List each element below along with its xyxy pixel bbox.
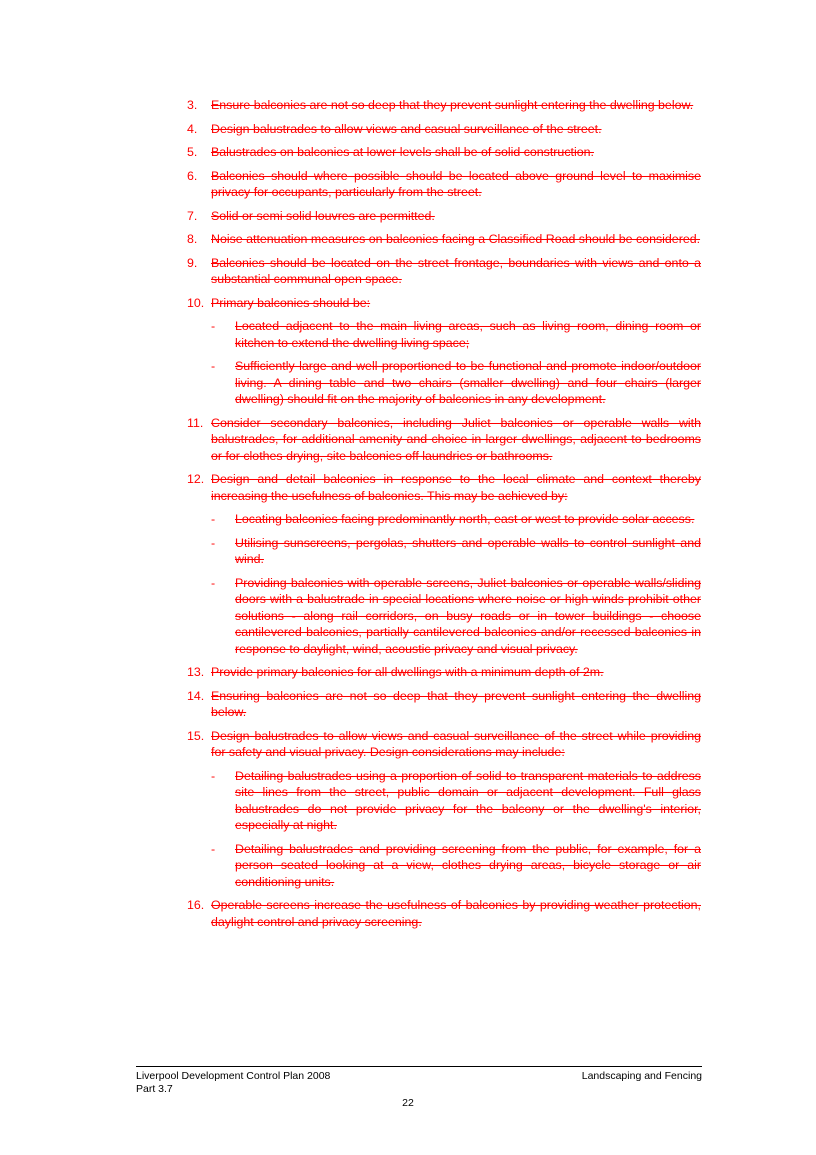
list-item xyxy=(187,144,701,161)
bullet-dash: - xyxy=(211,359,216,373)
item-number: 16. xyxy=(187,898,205,912)
item-number: 11. xyxy=(187,415,204,430)
sub-list-item xyxy=(187,358,701,408)
item-number: 3. xyxy=(187,98,198,112)
item-number: 15. xyxy=(187,728,205,743)
bullet-dash: - xyxy=(211,535,216,550)
item-text: Balustrades on balconies at lower levels shall be of solid construction. xyxy=(211,145,594,159)
item-text: Design and detail balconies in response to the local climate and context thereby increasing the usefulness of balconies. This may be achieved by: xyxy=(211,472,701,503)
list-item xyxy=(187,897,701,930)
item-text: Provide primary balconies for all dwellings with a minimum depth of 2m. xyxy=(211,665,604,679)
list-item xyxy=(187,255,701,288)
sub-item-text: Sufficiently large and well proportioned to be functional and promote indoor/outdoor living. A dining table and two chairs (smaller dwelling) and four chairs (larger dwelling) should fit on the majority of balconies in any development. xyxy=(235,359,701,406)
item-text: Consider secondary balconies, including Juliet balconies or operable walls with balustrades, for additional amenity and choice in larger dwellings, adjacent to bedrooms or for clothes drying, site balconies off laundries or bathrooms. xyxy=(211,415,701,463)
item-text: Noise attenuation measures on balconies facing a Classified Road should be considered. xyxy=(211,232,701,246)
sub-list-item xyxy=(187,575,701,658)
list-item xyxy=(187,208,701,225)
sub-item-text: Locating balconies facing predominantly north, east or west to provide solar access. xyxy=(235,512,695,526)
page-number: 22 xyxy=(402,1097,414,1109)
sub-list-item xyxy=(187,768,701,834)
item-number: 14. xyxy=(187,688,205,703)
list-item xyxy=(187,168,701,201)
bullet-dash: - xyxy=(211,768,216,783)
list-item xyxy=(187,121,701,138)
item-text: Ensure balconies are not so deep that they prevent sunlight entering the dwelling below. xyxy=(211,98,694,112)
sub-item-text: Utilising sunscreens, pergolas, shutters and operable walls to control sunlight and wind. xyxy=(235,535,701,566)
list-item xyxy=(187,415,701,465)
item-text: Primary balconies should be: xyxy=(211,295,371,310)
footer-document-title: Liverpool Development Control Plan 2008 xyxy=(136,1070,331,1082)
item-text: Operable screens increase the usefulness of balconies by providing weather protection, daylight control and privacy screening. xyxy=(211,898,701,929)
list-item xyxy=(187,728,701,761)
page-footer xyxy=(136,1066,702,1095)
bullet-dash: - xyxy=(211,319,216,333)
sub-item-text: Located adjacent to the main living areas, such as living room, dining room or kitchen to extend the dwelling living space; xyxy=(235,319,701,350)
bullet-dash: - xyxy=(211,575,216,590)
item-number: 13. xyxy=(187,665,205,679)
item-number: 4. xyxy=(187,121,198,136)
item-number: 8. xyxy=(187,232,198,246)
list-item xyxy=(187,97,701,114)
list-item xyxy=(187,295,701,312)
sub-list-item xyxy=(187,841,701,891)
sub-item-text: Detailing balustrades using a proportion of solid to transparent materials to address site lines from the street, public domain or adjacent development. Full glass balustrades do not provide privacy for the balcony or the dwelling's interior, especially at night. xyxy=(235,768,701,832)
item-number: 6. xyxy=(187,168,198,183)
item-text: Ensuring balconies are not so deep that they prevent sunlight entering the dwelling below. xyxy=(211,688,701,719)
item-text: Balconies should where possible should be located above ground level to maximise privacy for occupants, particularly from the street. xyxy=(211,168,701,199)
footer-section-title: Landscaping and Fencing xyxy=(581,1070,702,1082)
item-number: 9. xyxy=(187,255,198,270)
document-body xyxy=(187,97,701,937)
item-text: Design balustrades to allow views and casual surveillance of the street while providing for safety and visual privacy. Design considerations may include: xyxy=(211,728,701,759)
item-number: 12. xyxy=(187,472,205,486)
item-number: 5. xyxy=(187,145,198,159)
bullet-dash: - xyxy=(211,841,216,856)
list-item xyxy=(187,664,701,681)
bullet-dash: - xyxy=(211,512,216,526)
sub-item-text: Providing balconies with operable screens, Juliet balconies or operable walls/sliding doors with a balustrade in special locations where noise or high winds prohibit other solutions - along rail corridors, on busy roads or in tower buildings - choose cantilevered balconies, partially cantilevered balconies and/or recessed balconies in response to daylight, wind, acoustic privacy and visual privacy. xyxy=(235,575,701,656)
sub-list-item xyxy=(187,511,701,528)
item-text: Balconies should be located on the street frontage, boundaries with views and onto a substantial communal open space. xyxy=(211,255,701,286)
footer-part: Part 3.7 xyxy=(136,1082,173,1095)
sub-item-text: Detailing balustrades and providing screening from the public, for example, for a person seated looking at a view, clothes drying areas, bicycle storage or air conditioning units. xyxy=(235,841,701,889)
list-item xyxy=(187,688,701,721)
footer-left xyxy=(136,1070,330,1095)
sub-list-item xyxy=(187,318,701,351)
list-item xyxy=(187,471,701,504)
list-item xyxy=(187,231,701,248)
item-text: Solid or semi solid louvres are permitted. xyxy=(211,208,435,223)
item-number: 10. xyxy=(187,295,205,310)
item-number: 7. xyxy=(187,208,198,223)
sub-list-item xyxy=(187,535,701,568)
item-text: Design balustrades to allow views and casual surveillance of the street. xyxy=(211,121,602,136)
